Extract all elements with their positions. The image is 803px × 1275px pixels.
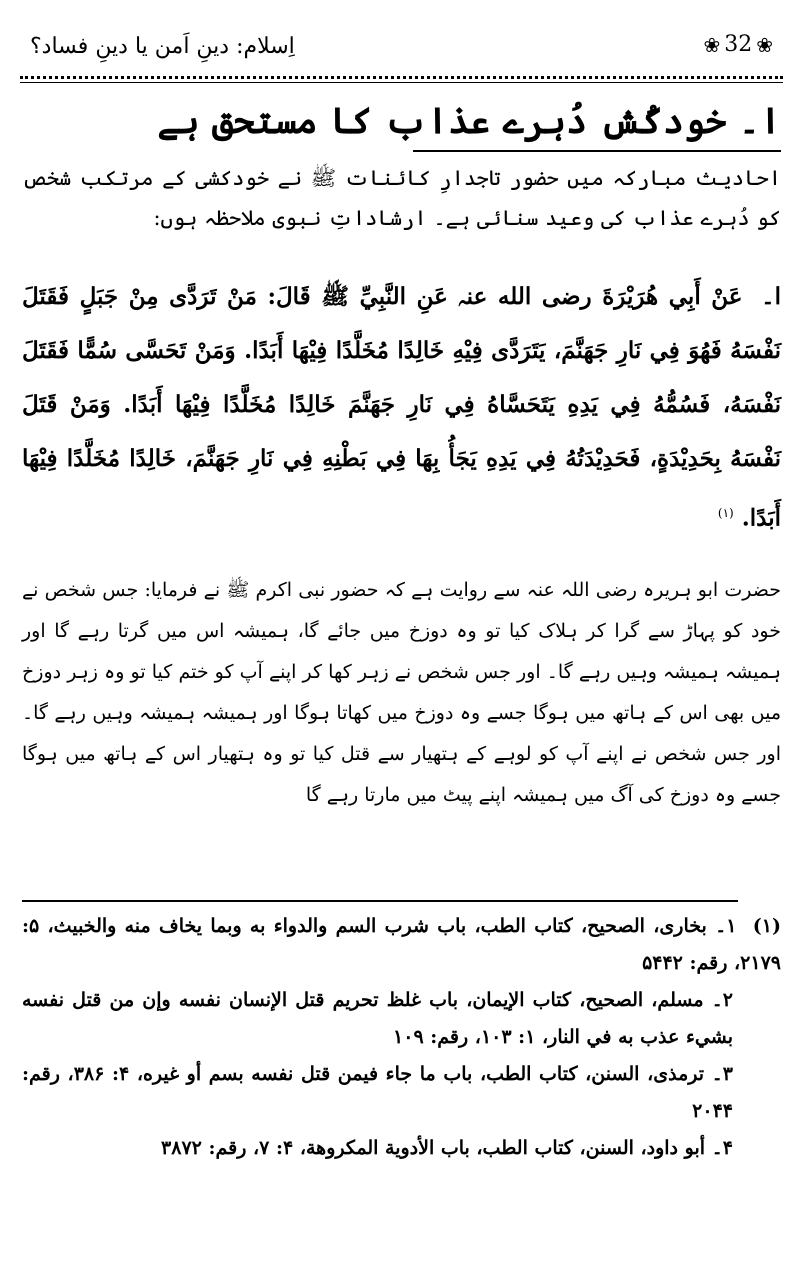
- page-header: [22, 28, 781, 72]
- running-title: اِسلام: دینِ اَمن یا دینِ فساد؟: [30, 34, 295, 59]
- footnote-separator: [22, 900, 738, 902]
- ornament-right-icon: ❀: [756, 32, 773, 57]
- footnote-reference[interactable]: (۱): [717, 506, 734, 520]
- page-number: 32: [724, 32, 753, 57]
- footnote-marker: (۱): [752, 915, 781, 937]
- hadith-number: ا۔: [761, 283, 782, 310]
- section-heading: ا۔ خودکُش دُہرے عذاب کا مستحق ہے: [157, 100, 781, 142]
- footnote-item: [22, 908, 781, 982]
- footnotes: [22, 908, 781, 1167]
- page-number-block: [703, 32, 773, 57]
- translation-paragraph: حضرت ابو ہریرہ رضی اللہ عنہ سے روایت ہے کہ حضور نبی اکرم ﷺ نے فرمایا: جس شخص نے خود کو پہاڑ سے گرا کر ہلاک کیا تو وہ دوزخ میں جائے گا، ہمیشہ اس میں گرتا رہے گا اور ہمیشہ ہمیشہ وہیں رہے گا۔ اور جس شخص نے زہر کھا کر اپنے آپ کو ختم کیا تو وہ زہر دوزخ میں بھی اس کے ہاتھ میں ہوگا جسے وہ دوزخ میں کھاتا ہوگا اور ہمیشہ ہمیشہ وہیں رہے گا۔ اور جس شخص نے اپنے آپ کو لوہے کے ہتھیار سے قتل کیا تو وہ ہتھیار اس کے ہاتھ میں ہوگا جسے وہ دوزخ کی آگ میں ہمیشہ اپنے پیٹ میں مارتا رہے گا: [22, 579, 781, 806]
- intro-paragraph: احادیث مبارکہ میں حضور تاجدارِ کائنات ﷺ نے خودکشی کے مرتکب شخص کو دُہرے عذاب کی وعید سنائی ہے۔ ارشاداتِ نبوی ملاحظہ ہوں:: [22, 166, 781, 230]
- ornament-left-icon: ❀: [703, 32, 721, 57]
- footnote-item: ۳۔ ترمذی، السنن، کتاب الطب، باب ما جاء فيمن قتل نفسه بسم أو غيره، ۴: ۳۸۶، رقم: ۲۰۴۴: [22, 1063, 733, 1122]
- heading-underline: [413, 150, 781, 152]
- hadith-text: عَنْ أَبِي هُرَيْرَةَ رضی الله عنہ عَنِ النَّبِيِّ ﷺ قَالَ: مَنْ تَرَدَّى مِنْ جَبَلٍ فَقَتَلَ نَفْسَهُ فَهُوَ فِي نَارِ جَهَنَّمَ، يَتَرَدَّى فِيْهِ خَالِدًا مُخَلَّدًا فِيْهَا أَبَدًا. وَمَنْ تَحَسَّى سُمًّا فَقَتَلَ نَفْسَهُ، فَسُمُّهُ فِي يَدِهِ يَتَحَسَّاهُ فِي نَارِ جَهَنَّمَ خَالِدًا مُخَلَّدًا فِيْهَا أَبَدًا. وَمَنْ قَتَلَ نَفْسَهُ بِحَدِيْدَةٍ، فَحَدِيْدَتُهُ فِي يَدِهِ يَجَأُ بِهَا فِي بَطْنِهِ فِي نَارِ جَهَنَّمَ، خَالِدًا مُخَلَّدًا فِيْهَا أَبَدًا.: [22, 283, 782, 532]
- hadith-block: [22, 270, 781, 546]
- header-solid-rule: [20, 82, 783, 83]
- header-dotted-rule: [20, 76, 783, 79]
- footnote-text: ۱۔ بخاری، الصحیح، کتاب الطب، باب شرب السم والدواء به وبما يخاف منه والخبيث، ۵: ۲۱۷۹، رقم: ۵۴۴۲: [22, 915, 781, 974]
- footnote-item: ۲۔ مسلم، الصحیح، کتاب الإيمان، باب غلظ تحريم قتل الإنسان نفسه وإن من قتل نفسه بشيء عذب به في النار، ۱: ۱۰۳، رقم: ۱۰۹: [22, 989, 733, 1048]
- footnote-item: ۴۔ أبو داود، السنن، کتاب الطب، باب الأدوية المكروهة، ۴: ۷، رقم: ۳۸۷۲: [161, 1137, 733, 1159]
